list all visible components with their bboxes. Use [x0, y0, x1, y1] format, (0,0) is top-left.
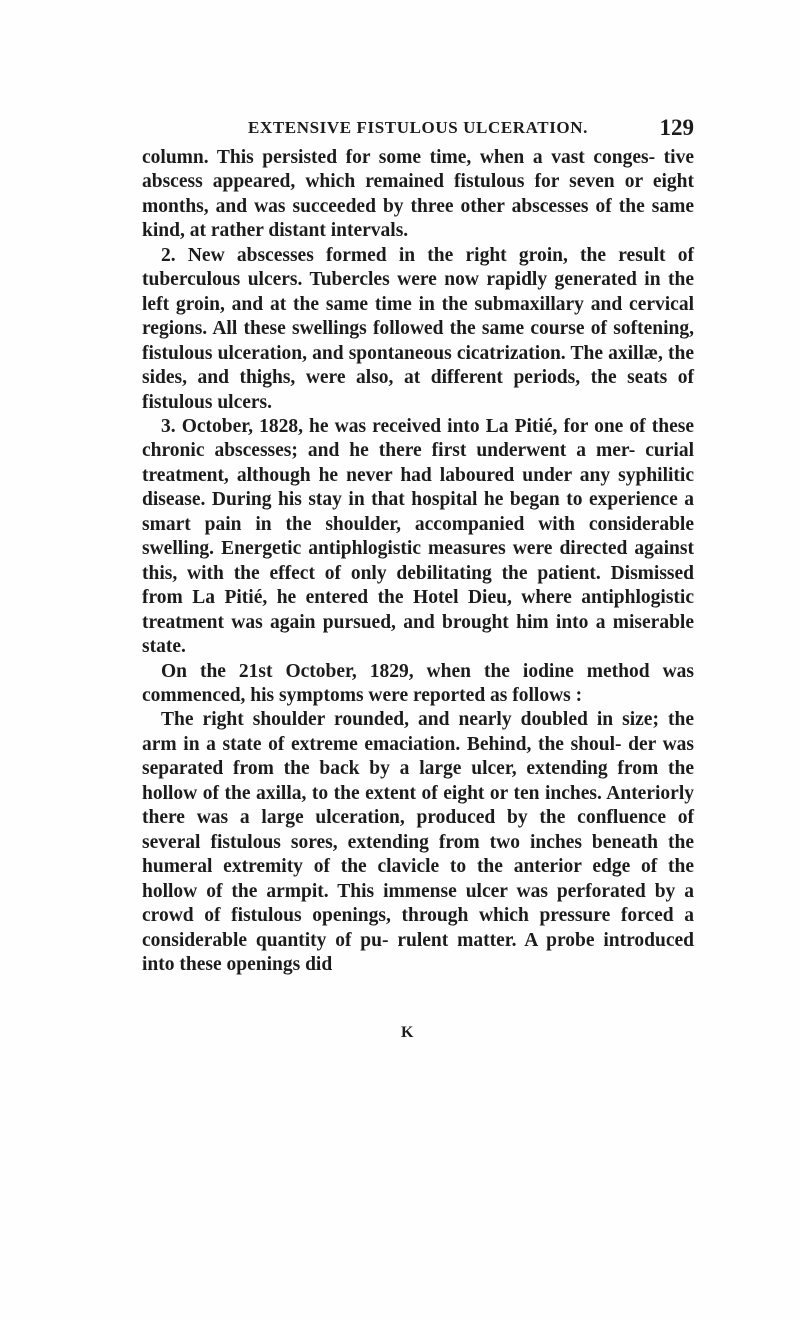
paragraph-2-new-abscesses: 2. New abscesses formed in the right groin, the result of tuberculous ulcers. Tubercles were now rapidly generated in the left groin, and at the same time in the submaxillary and cervical regions. All these swellings followed the same course of softening, fistulous ulceration, and spontaneous cicatrization. The axillæ, the sides, and thighs, were also, at different periods, the seats of fistulous ulcers.	[142, 244, 694, 413]
paragraph-right-shoulder: The right shoulder rounded, and nearly doubled in size; the arm in a state of extreme emaciation. Behind, the shoul- der was separated from the back by a large ulcer, extending from the hollow of the axilla, to the extent of eight or ten inches. Anteriorly there was a large ulceration, produced by the confluence of several fistulous sores, extending from two inches beneath the humeral extremity of the clavicle to the anterior edge of the hollow of the armpit. This immense ulcer was perforated by a crowd of fistulous openings, through which pressure forced a considerable quantity of pu- rulent matter. A probe introduced into these openings did	[142, 709, 694, 975]
body-text	[142, 146, 694, 977]
signature-mark: K	[401, 1024, 414, 1041]
running-head	[142, 115, 694, 142]
paragraph-continuation: column. This persisted for some time, when a vast conges- tive abscess appeared, which remained fistulous for seven or eight months, and was succeeded by three other abscesses of the same kind, at rather distant intervals.	[142, 147, 694, 242]
paragraph-3-la-pitie: 3. October, 1828, he was received into La Pitié, for one of these chronic abscesses; and he there first underwent a mer- curial treatment, although he never had laboured under any syphilitic disease. During his stay in that hospital he began to experience a smart pain in the shoulder, accompanied with considerable swelling. Energetic antiphlogistic measures were directed against this, with the effect of only debilitating the patient. Dismissed from La Pitié, he entered the Hotel Dieu, where antiphlogistic treatment was again pursued, and brought him into a miserable state.	[142, 415, 694, 658]
running-title: EXTENSIVE FISTULOUS ULCERATION.	[248, 118, 588, 137]
paragraph-21st-october: On the 21st October, 1829, when the iodine method was commenced, his symptoms were reported as follows :	[142, 660, 694, 706]
page-number: 129	[659, 115, 694, 140]
